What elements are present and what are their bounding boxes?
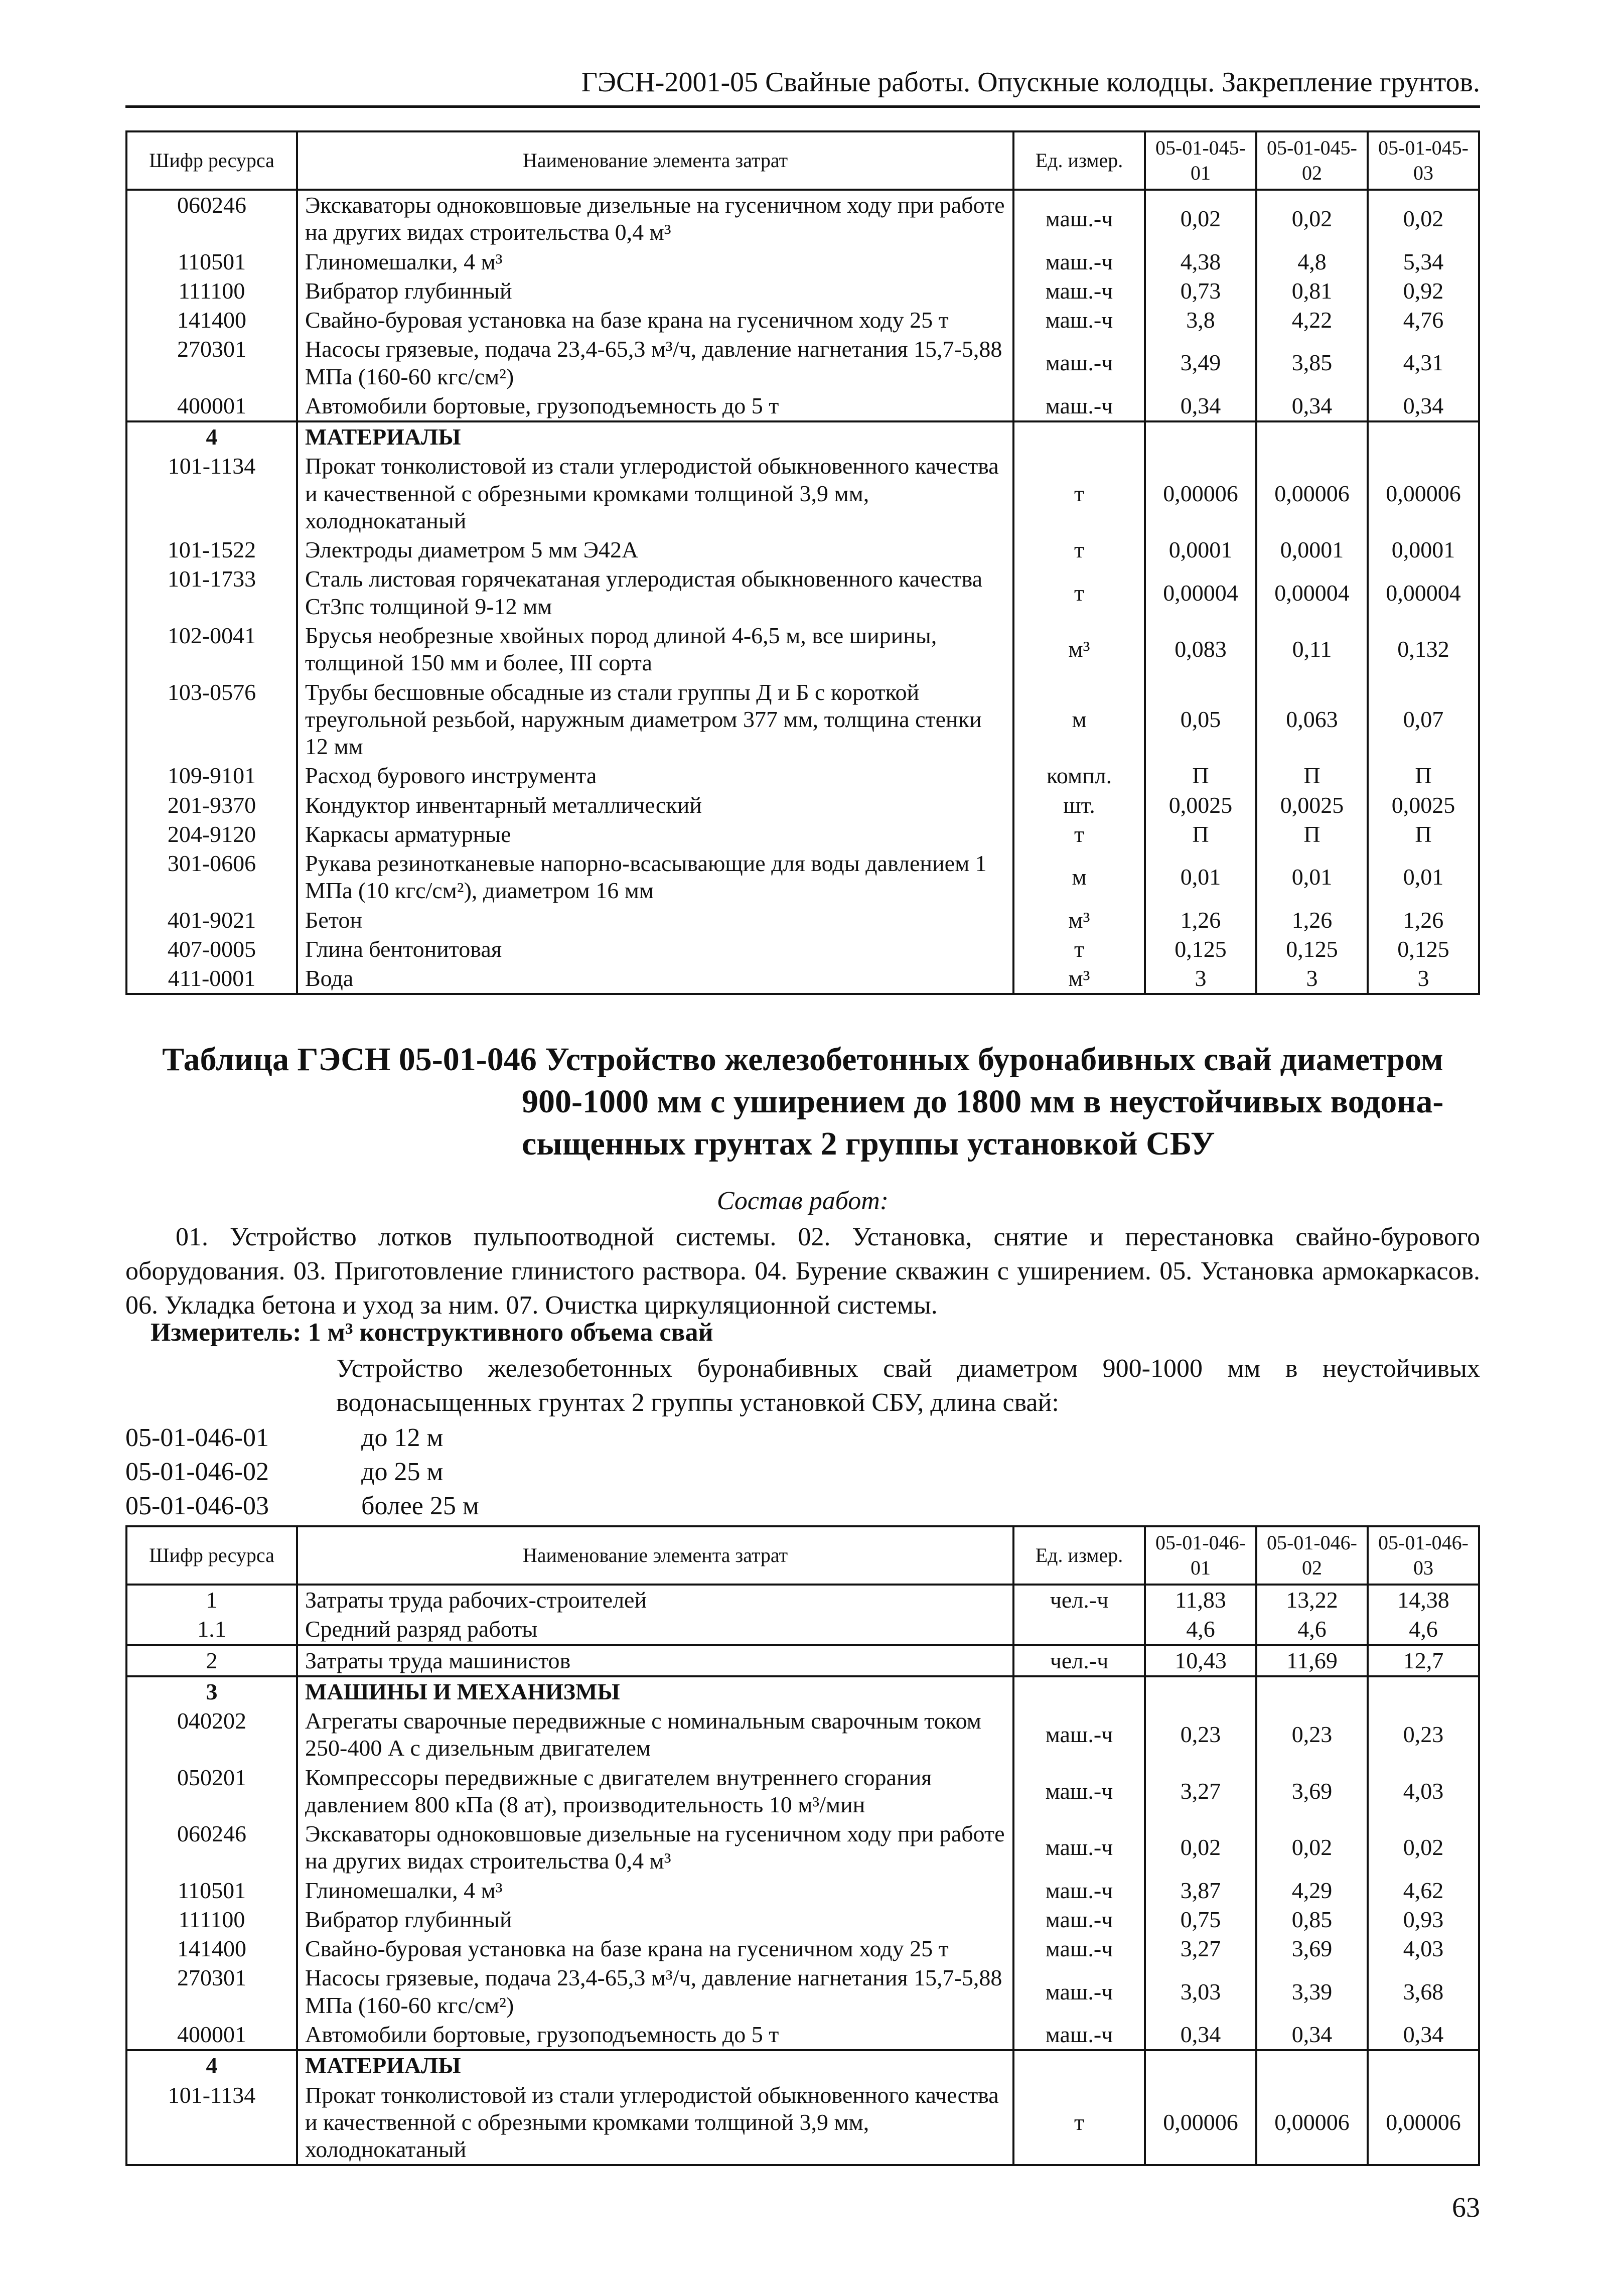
cell-value-2: 4,22 [1256, 306, 1368, 335]
table-row [126, 678, 1479, 762]
cell-code: 040202 [126, 1706, 297, 1763]
cell-value-1: 0,0001 [1145, 535, 1256, 564]
cell-value-2: 3,85 [1256, 335, 1368, 391]
cell-value-2: 0,00006 [1256, 452, 1368, 535]
table-row [126, 1645, 1479, 1676]
cell-unit: т [1013, 535, 1145, 564]
cell-value-3: 4,76 [1368, 306, 1479, 335]
cell-name: Глиномешалки, 4 м³ [297, 1876, 1013, 1905]
cell-value-3: 0,01 [1368, 849, 1479, 906]
cell-name: Бетон [297, 906, 1013, 935]
cell-unit: маш.-ч [1013, 1963, 1145, 2020]
header-variant-1: 05-01-045-01 [1145, 131, 1256, 190]
table-row [126, 2050, 1479, 2080]
cell-value-3 [1368, 1676, 1479, 1706]
table-row [126, 335, 1479, 391]
cell-value-2: П [1256, 820, 1368, 849]
cell-name: Каркасы арматурные [297, 820, 1013, 849]
cell-code: 3 [126, 1676, 297, 1706]
cell-name: Прокат тонколистовой из стали углеродистой обыкновенного качества и качественной с обрезными кромками толщиной 3,9 мм, холоднокатаный [297, 452, 1013, 535]
cell-value-3: 0,0001 [1368, 535, 1479, 564]
cell-name: Прокат тонколистовой из стали углеродистой обыкновенного качества и качественной с обрезными кромками толщиной 3,9 мм, холоднокатаный [297, 2081, 1013, 2166]
cost-table-045 [125, 130, 1480, 995]
cell-unit: маш.-ч [1013, 335, 1145, 391]
cell-value-1: 3,27 [1145, 1934, 1256, 1963]
cell-value-1: 0,02 [1145, 1819, 1256, 1876]
table-row [126, 421, 1479, 452]
cell-name: Расход бурового инструмента [297, 761, 1013, 790]
table-row [126, 564, 1479, 621]
cell-value-1: 3,03 [1145, 1963, 1256, 2020]
cell-value-2: 3 [1256, 964, 1368, 994]
cell-value-2: 4,6 [1256, 1615, 1368, 1645]
cell-code: 301-0606 [126, 849, 297, 906]
cell-value-1: 3,27 [1145, 1763, 1256, 1820]
table-row [126, 849, 1479, 906]
cell-value-2: 0,34 [1256, 391, 1368, 421]
table-row [126, 906, 1479, 935]
cell-value-3 [1368, 421, 1479, 452]
cell-value-1: 0,00006 [1145, 452, 1256, 535]
cell-name: Кондуктор инвентарный металлический [297, 791, 1013, 820]
table-title [125, 1039, 1480, 1165]
cell-unit: маш.-ч [1013, 306, 1145, 335]
cell-value-1: 0,083 [1145, 621, 1256, 678]
cell-value-2: 1,26 [1256, 906, 1368, 935]
cell-value-2: 0,81 [1256, 276, 1368, 306]
header-code: Шифр ресурса [126, 1526, 297, 1585]
running-head: ГЭСН-2001-05 Свайные работы. Опускные колодцы. Закрепление грунтов. [125, 59, 1480, 108]
header-name: Наименование элемента затрат [297, 131, 1013, 190]
cell-name: Затраты труда рабочих-строителей [297, 1585, 1013, 1615]
cell-value-3: 0,02 [1368, 190, 1479, 247]
cell-value-3: 0,93 [1368, 1905, 1479, 1934]
cell-value-3: 0,23 [1368, 1706, 1479, 1763]
cell-name: Рукава резинотканевые напорно-всасывающие для воды давлением 1 МПа (10 кгс/см²), диаметром 16 мм [297, 849, 1013, 906]
cell-code: 407-0005 [126, 935, 297, 964]
cell-value-3: П [1368, 761, 1479, 790]
composition-text: 01. Устройство лотков пульпоотводной системы. 02. Установка, снятие и перестановка свайно-бурового оборудования. 03. Приготовление глинистого раствора. 04. Бурение скважин с уширением. 05. Установка армокаркасов. 06. Укладка бетона и уход за ним. 07. Очистка циркуляционной системы. [125, 1223, 1480, 1320]
cell-value-2: 0,85 [1256, 1905, 1368, 1934]
cell-value-2 [1256, 421, 1368, 452]
cell-unit: маш.-ч [1013, 190, 1145, 247]
header-variant-2: 05-01-046-02 [1256, 1526, 1368, 1585]
cell-name: Автомобили бортовые, грузоподъемность до 5 т [297, 391, 1013, 421]
cell-value-2: П [1256, 761, 1368, 790]
cell-value-3: 0,07 [1368, 678, 1479, 762]
cell-value-1: 0,34 [1145, 391, 1256, 421]
table-header-row [126, 131, 1479, 190]
cell-value-2: 0,34 [1256, 2020, 1368, 2050]
composition-of-works [125, 1184, 1480, 1323]
cell-code: 400001 [126, 391, 297, 421]
composition-caption: Состав работ: [716, 1187, 889, 1215]
cell-value-2: 0,23 [1256, 1706, 1368, 1763]
cell-unit: т [1013, 2081, 1145, 2166]
cell-value-3 [1368, 2050, 1479, 2080]
page-number: 63 [1452, 2192, 1480, 2223]
table-row [126, 247, 1479, 276]
table-title-line-2: 900-1000 мм с уширением до 1800 мм в неустойчивых водона- [522, 1083, 1444, 1120]
cell-unit [1013, 421, 1145, 452]
cell-unit: м [1013, 849, 1145, 906]
variant-text: более 25 м [361, 1492, 479, 1520]
cell-value-3: 4,03 [1368, 1934, 1479, 1963]
cell-value-3: 0,34 [1368, 2020, 1479, 2050]
table-row [126, 1963, 1479, 2020]
cell-value-2: 3,69 [1256, 1763, 1368, 1820]
header-code: Шифр ресурса [126, 131, 297, 190]
cell-unit: маш.-ч [1013, 276, 1145, 306]
cell-value-3: 0,00004 [1368, 564, 1479, 621]
table-header-row [126, 1526, 1479, 1585]
variant-row [125, 1421, 479, 1455]
cell-value-2 [1256, 2050, 1368, 2080]
header-name: Наименование элемента затрат [297, 1526, 1013, 1585]
table-row [126, 1706, 1479, 1763]
cell-value-2: 0,00004 [1256, 564, 1368, 621]
cell-code: 4 [126, 421, 297, 452]
cell-code: 411-0001 [126, 964, 297, 994]
cell-name: Глина бентонитовая [297, 935, 1013, 964]
cell-value-1: 11,83 [1145, 1585, 1256, 1615]
cell-code: 101-1522 [126, 535, 297, 564]
cell-value-2: 11,69 [1256, 1645, 1368, 1676]
table-row [126, 761, 1479, 790]
cell-value-1: 10,43 [1145, 1645, 1256, 1676]
variant-code: 05-01-046-02 [125, 1458, 269, 1486]
cell-name: Трубы бесшовные обсадные из стали группы Д и Б с короткой треугольной резьбой, наружным диаметром 377 мм, толщина стенки 12 мм [297, 678, 1013, 762]
cell-code: 270301 [126, 1963, 297, 2020]
variant-text: до 12 м [361, 1423, 444, 1452]
cell-value-2: 3,39 [1256, 1963, 1368, 2020]
cell-unit: м³ [1013, 906, 1145, 935]
cell-value-2: 0,11 [1256, 621, 1368, 678]
header-variant-1: 05-01-046-01 [1145, 1526, 1256, 1585]
cell-unit: маш.-ч [1013, 2020, 1145, 2050]
cell-name: Свайно-буровая установка на базе крана на гусеничном ходу 25 т [297, 306, 1013, 335]
cell-code: 103-0576 [126, 678, 297, 762]
table-row [126, 820, 1479, 849]
cell-unit: маш.-ч [1013, 1905, 1145, 1934]
cell-name: МАТЕРИАЛЫ [297, 2050, 1013, 2080]
cell-value-1: 0,00004 [1145, 564, 1256, 621]
cell-value-3: П [1368, 820, 1479, 849]
cell-unit [1013, 1615, 1145, 1645]
cost-table-046 [125, 1525, 1480, 2166]
cell-unit: чел.-ч [1013, 1585, 1145, 1615]
table-row [126, 190, 1479, 247]
cell-name: Автомобили бортовые, грузоподъемность до 5 т [297, 2020, 1013, 2050]
cell-value-1: П [1145, 761, 1256, 790]
table-row [126, 535, 1479, 564]
cell-unit: т [1013, 935, 1145, 964]
cell-code: 050201 [126, 1763, 297, 1820]
cell-code: 201-9370 [126, 791, 297, 820]
cell-unit: маш.-ч [1013, 391, 1145, 421]
cell-value-3: 0,34 [1368, 391, 1479, 421]
cell-name: Свайно-буровая установка на базе крана на гусеничном ходу 25 т [297, 1934, 1013, 1963]
cell-value-1: 0,02 [1145, 190, 1256, 247]
cell-value-2: 0,0025 [1256, 791, 1368, 820]
table-row [126, 452, 1479, 535]
cell-value-3: 0,0025 [1368, 791, 1479, 820]
cell-value-3: 14,38 [1368, 1585, 1479, 1615]
cell-value-2 [1256, 1676, 1368, 1706]
cell-value-1: 1,26 [1145, 906, 1256, 935]
table-row [126, 276, 1479, 306]
header-variant-3: 05-01-046-03 [1368, 1526, 1479, 1585]
cell-unit: маш.-ч [1013, 1876, 1145, 1905]
variant-code: 05-01-046-03 [125, 1492, 269, 1520]
table-row [126, 1819, 1479, 1876]
cell-unit: маш.-ч [1013, 1763, 1145, 1820]
cell-value-2: 0,063 [1256, 678, 1368, 762]
cell-value-1: П [1145, 820, 1256, 849]
cell-value-3: 1,26 [1368, 906, 1479, 935]
cell-name: Экскаваторы одноковшовые дизельные на гусеничном ходу при работе на других видах строительства 0,4 м³ [297, 1819, 1013, 1876]
cell-value-2: 0,0001 [1256, 535, 1368, 564]
cell-code: 401-9021 [126, 906, 297, 935]
cell-code: 204-9120 [126, 820, 297, 849]
cell-value-2: 0,02 [1256, 190, 1368, 247]
cell-value-1: 0,05 [1145, 678, 1256, 762]
header-variant-2: 05-01-045-02 [1256, 131, 1368, 190]
cell-value-1: 3,87 [1145, 1876, 1256, 1905]
cell-name: Глиномешалки, 4 м³ [297, 247, 1013, 276]
table-row [126, 1876, 1479, 1905]
cell-value-3: 0,02 [1368, 1819, 1479, 1876]
cell-code: 060246 [126, 190, 297, 247]
cell-unit: чел.-ч [1013, 1645, 1145, 1676]
cell-value-3: 0,132 [1368, 621, 1479, 678]
cell-value-3: 4,6 [1368, 1615, 1479, 1645]
table-row [126, 1615, 1479, 1645]
variant-code: 05-01-046-01 [125, 1423, 269, 1452]
cell-code: 400001 [126, 2020, 297, 2050]
cell-unit: т [1013, 452, 1145, 535]
cell-value-3: 3,68 [1368, 1963, 1479, 2020]
cell-unit: т [1013, 820, 1145, 849]
cell-name: Брусья необрезные хвойных пород длиной 4-6,5 м, все ширины, толщиной 150 мм и более, III сорта [297, 621, 1013, 678]
cell-code: 4 [126, 2050, 297, 2080]
cell-value-1: 0,23 [1145, 1706, 1256, 1763]
cell-value-3: 4,03 [1368, 1763, 1479, 1820]
table-row [126, 935, 1479, 964]
table-row [126, 621, 1479, 678]
meter-line [151, 1318, 713, 1347]
cell-unit: т [1013, 564, 1145, 621]
cell-unit [1013, 1676, 1145, 1706]
cell-code: 101-1134 [126, 2081, 297, 2166]
cell-value-2: 0,125 [1256, 935, 1368, 964]
variant-text: до 25 м [361, 1458, 444, 1486]
variant-row [125, 1489, 479, 1523]
cell-code: 1.1 [126, 1615, 297, 1645]
cell-value-2: 4,8 [1256, 247, 1368, 276]
cell-value-3: 3 [1368, 964, 1479, 994]
cell-value-1: 4,38 [1145, 247, 1256, 276]
cell-value-1: 3 [1145, 964, 1256, 994]
cell-code: 111100 [126, 276, 297, 306]
cell-name: Средний разряд работы [297, 1615, 1013, 1645]
cell-name: МАШИНЫ И МЕХАНИЗМЫ [297, 1676, 1013, 1706]
cell-unit: шт. [1013, 791, 1145, 820]
table-row [126, 1905, 1479, 1934]
cell-value-3: 4,62 [1368, 1876, 1479, 1905]
table-row [126, 1763, 1479, 1820]
cell-name: Насосы грязевые, подача 23,4-65,3 м³/ч, давление нагнетания 15,7-5,88 МПа (160-60 кгс/см²) [297, 335, 1013, 391]
cell-value-2: 0,02 [1256, 1819, 1368, 1876]
cell-unit [1013, 2050, 1145, 2080]
cell-value-1: 0,34 [1145, 2020, 1256, 2050]
table-row [126, 964, 1479, 994]
cell-name: Сталь листовая горячекатаная углеродистая обыкновенного качества Ст3пс толщиной 9-12 мм [297, 564, 1013, 621]
cell-value-2: 13,22 [1256, 1585, 1368, 1615]
cell-name: Вода [297, 964, 1013, 994]
table-row [126, 2081, 1479, 2166]
table-title-line-3: сыщенных грунтах 2 группы установкой СБУ [522, 1125, 1215, 1162]
cell-value-1: 4,6 [1145, 1615, 1256, 1645]
table-row [126, 1585, 1479, 1615]
cell-code: 102-0041 [126, 621, 297, 678]
cell-value-3: 0,00006 [1368, 2081, 1479, 2166]
header-unit: Ед. измер. [1013, 131, 1145, 190]
cell-value-1: 0,75 [1145, 1905, 1256, 1934]
cell-value-2: 0,01 [1256, 849, 1368, 906]
cell-value-2: 0,00006 [1256, 2081, 1368, 2166]
cell-value-1: 3,8 [1145, 306, 1256, 335]
cell-name: Агрегаты сварочные передвижные с номинальным сварочным током 250-400 А с дизельным двигателем [297, 1706, 1013, 1763]
cell-code: 110501 [126, 1876, 297, 1905]
cell-code: 270301 [126, 335, 297, 391]
cell-value-2: 4,29 [1256, 1876, 1368, 1905]
cell-code: 111100 [126, 1905, 297, 1934]
cell-value-1 [1145, 421, 1256, 452]
table-row [126, 1676, 1479, 1706]
cell-code: 110501 [126, 247, 297, 276]
cell-value-1: 0,00006 [1145, 2081, 1256, 2166]
cell-value-3: 0,00006 [1368, 452, 1479, 535]
cell-code: 1 [126, 1585, 297, 1615]
header-variant-3: 05-01-045-03 [1368, 131, 1479, 190]
cell-unit: м³ [1013, 621, 1145, 678]
table-row [126, 2020, 1479, 2050]
cell-name: МАТЕРИАЛЫ [297, 421, 1013, 452]
cell-code: 101-1733 [126, 564, 297, 621]
cell-name: Электроды диаметром 5 мм Э42А [297, 535, 1013, 564]
cell-unit: маш.-ч [1013, 1819, 1145, 1876]
table-row [126, 1934, 1479, 1963]
cell-value-1: 0,125 [1145, 935, 1256, 964]
table-row [126, 306, 1479, 335]
cell-unit: компл. [1013, 761, 1145, 790]
norm-description: Устройство железобетонных буронабивных свай диаметром 900-1000 мм в неустойчивых водонасыщенных грунтах 2 группы установкой СБУ, длина свай: [336, 1354, 1480, 1417]
cell-value-3: 5,34 [1368, 247, 1479, 276]
variant-row [125, 1455, 479, 1489]
cell-unit: м³ [1013, 964, 1145, 994]
cell-value-2: 3,69 [1256, 1934, 1368, 1963]
cell-value-1: 0,73 [1145, 276, 1256, 306]
cell-value-3: 0,92 [1368, 276, 1479, 306]
meter-label: Измеритель: [151, 1318, 302, 1347]
cell-code: 101-1134 [126, 452, 297, 535]
header-unit: Ед. измер. [1013, 1526, 1145, 1585]
cell-code: 141400 [126, 306, 297, 335]
cell-unit: маш.-ч [1013, 1934, 1145, 1963]
table-row [126, 791, 1479, 820]
cell-code: 2 [126, 1645, 297, 1676]
cell-code: 109-9101 [126, 761, 297, 790]
table-title-line-1: Таблица ГЭСН 05-01-046 Устройство железобетонных буронабивных свай диаметром [162, 1041, 1443, 1078]
cell-value-1 [1145, 1676, 1256, 1706]
cell-name: Затраты труда машинистов [297, 1645, 1013, 1676]
cell-name: Вибратор глубинный [297, 276, 1013, 306]
cell-value-1: 0,01 [1145, 849, 1256, 906]
cell-value-1 [1145, 2050, 1256, 2080]
cell-unit: маш.-ч [1013, 247, 1145, 276]
cell-name: Насосы грязевые, подача 23,4-65,3 м³/ч, давление нагнетания 15,7-5,88 МПа (160-60 кгс/см²) [297, 1963, 1013, 2020]
cell-value-3: 0,125 [1368, 935, 1479, 964]
cell-value-3: 12,7 [1368, 1645, 1479, 1676]
cell-value-3: 4,31 [1368, 335, 1479, 391]
variants-list [125, 1421, 479, 1523]
cell-name: Вибратор глубинный [297, 1905, 1013, 1934]
cell-code: 141400 [126, 1934, 297, 1963]
cell-unit: м [1013, 678, 1145, 762]
cell-name: Экскаваторы одноковшовые дизельные на гусеничном ходу при работе на других видах строительства 0,4 м³ [297, 190, 1013, 247]
cell-value-1: 0,0025 [1145, 791, 1256, 820]
meter-value: 1 м³ конструктивного объема свай [308, 1318, 713, 1347]
cell-name: Компрессоры передвижные с двигателем внутреннего сгорания давлением 800 кПа (8 ат), производительность 10 м³/мин [297, 1763, 1013, 1820]
table-row [126, 391, 1479, 421]
cell-unit: маш.-ч [1013, 1706, 1145, 1763]
cell-value-1: 3,49 [1145, 335, 1256, 391]
cell-code: 060246 [126, 1819, 297, 1876]
